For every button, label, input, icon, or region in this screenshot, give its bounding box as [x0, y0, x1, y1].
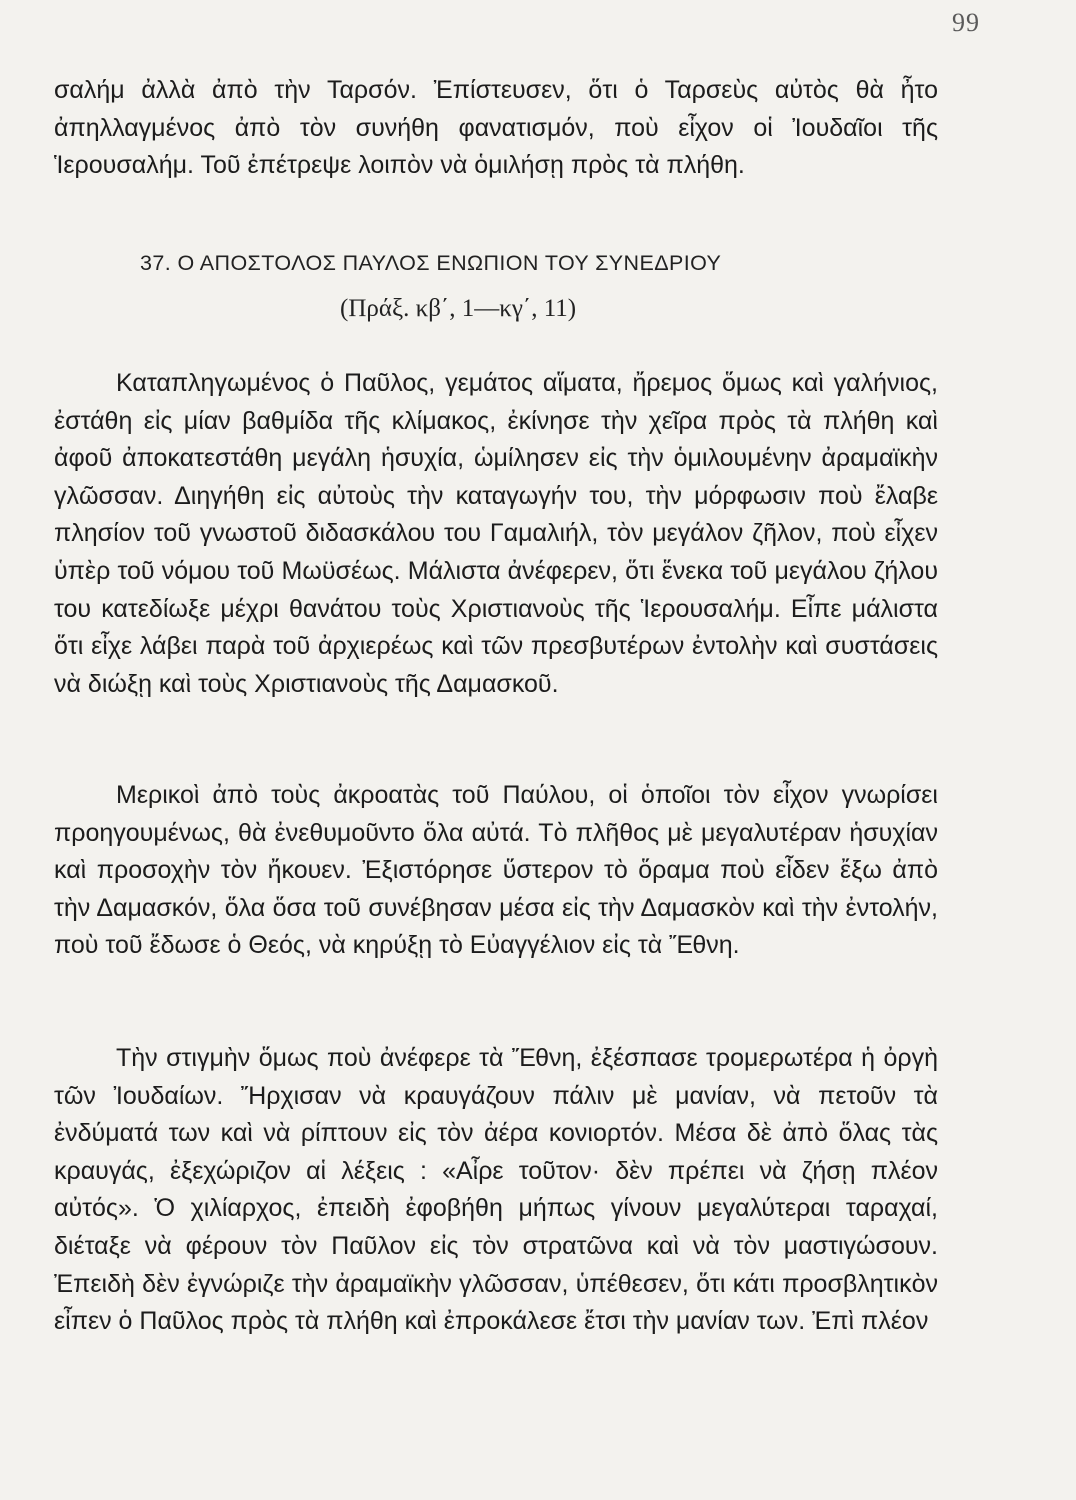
paragraph-second: Μερικοὶ ἀπὸ τοὺς ἀκροατὰς τοῦ Παύλου, οἱ ὁποῖοι τὸν εἶχον γνωρίσει προηγουμένως, θὰ ἐνεθυμοῦντο ὅλα αὐτά. Τὸ πλῆθος μὲ μεγαλυτέραν ἡσυχίαν καὶ προσοχὴν τὸν ἤκουεν. Ἐξιστόρησε ὕστερον τὸ ὅραμα ποὺ εἶδεν ἔξω ἀπὸ τὴν Δαμασκόν, ὅλα ὅσα τοῦ συνέβησαν μέσα εἰς τὴν Δαμασκὸν καὶ τὴν ἐντολήν, ποὺ τοῦ ἔδωσε ὁ Θεός, νὰ κηρύξῃ τὸ Εὐαγγέλιον εἰς τὰ Ἔθνη. — [54, 781, 938, 960]
continuation-paragraph: σαλήμ ἀλλὰ ἀπὸ τὴν Ταρσόν. Ἐπίστευσεν, ὅτι ὁ Ταρσεὺς αὐτὸς θὰ ἦτο ἀπηλλαγμένος ἀπὸ τὸν συνήθη φανατισμόν, ποὺ εἶχον οἱ Ἰουδαῖοι τῆς Ἱερουσαλήμ. Τοῦ ἐπέτρεψε λοιπὸν νὰ ὁμιλήσῃ πρὸς τὰ πλήθη. — [54, 76, 938, 180]
section-heading: 37. Ο ΑΠΟΣΤΟΛΟΣ ΠΑΥΛΟΣ ΕΝΩΠΙΟΝ ΤΟΥ ΣΥΝΕΔΡΙΟΥ — [140, 251, 722, 275]
paragraph-main: Καταπληγωμένος ὁ Παῦλος, γεμάτος αἵματα, ἤρεμος ὅμως καὶ γαλήνιος, ἐστάθη εἰς μίαν βαθμίδα τῆς κλίμακος, ἐκίνησε τὴν χεῖρα πρὸς τὰ πλήθη καὶ ἀφοῦ ἀποκατεστάθη μεγάλη ἡσυχία, ὡμίλησεν εἰς τὴν ὁμιλουμένην ἀραμαϊκὴν γλῶσσαν. Διηγήθη εἰς αὐτοὺς τὴν καταγωγήν του, τὴν μόρφωσιν ποὺ ἔλαβε πλησίον τοῦ γνωστοῦ διδασκάλου του Γαμαλιήλ, τὸν μεγάλον ζῆλον, ποὺ εἶχεν ὑπὲρ τοῦ νόμου τοῦ Μωϋσέως. Μάλιστα ἀνέφερεν, ὅτι ἕνεκα τοῦ μεγάλου ζήλου του κατεδίωξε μέχρι θανάτου τοὺς Χριστιανοὺς τῆς Ἱερουσαλήμ. Εἶπε μάλιστα ὅτι εἶχε λάβει παρὰ τοῦ ἀρχιερέως καὶ τῶν πρεσβυτέρων ἐντολὴν καὶ συστάσεις νὰ διώξῃ καὶ τοὺς Χριστιανοὺς τῆς Δαμασκοῦ. — [54, 369, 938, 698]
paragraph-third: Τὴν στιγμὴν ὅμως ποὺ ἀνέφερε τὰ Ἔθνη, ἐξέσπασε τρομερωτέρα ἡ ὀργὴ τῶν Ἰουδαίων. Ἤρχισαν νὰ κραυγάζουν πάλιν μὲ μανίαν, νὰ πετοῦν τὰ ἐνδύματά των καὶ νὰ ρίπτουν εἰς τὸν ἀέρα κονιορτόν. Μέσα δὲ ἀπὸ ὅλας τὰς κραυγάς, ἐξεχώριζον αἱ λέξεις : «Αἶρε τοῦτον· δὲν πρέπει νὰ ζήσῃ πλέον αὐτός». Ὁ χιλίαρχος, ἐπειδὴ ἐφοβήθη μήπως γίνουν μεγαλύτεραι ταραχαί, διέταξε νὰ φέρουν τὸν Παῦλον εἰς τὸν στρατῶνα καὶ νὰ τὸν μαστιγώσουν. Ἐπειδὴ δὲν ἐγνώριζε τὴν ἀραμαϊκὴν γλῶσσαν, ὑπέθεσεν, ὅτι κάτι προσβλητικὸν εἶπεν ὁ Παῦλος πρὸς τὰ πλήθη καὶ ἐπροκάλεσε ἔτσι τὴν μανίαν των. Ἐπὶ πλέον — [54, 1044, 938, 1336]
scripture-reference: (Πράξ. κβ΄, 1—κγ΄, 11) — [340, 295, 577, 322]
page-number: 99 — [952, 8, 980, 37]
